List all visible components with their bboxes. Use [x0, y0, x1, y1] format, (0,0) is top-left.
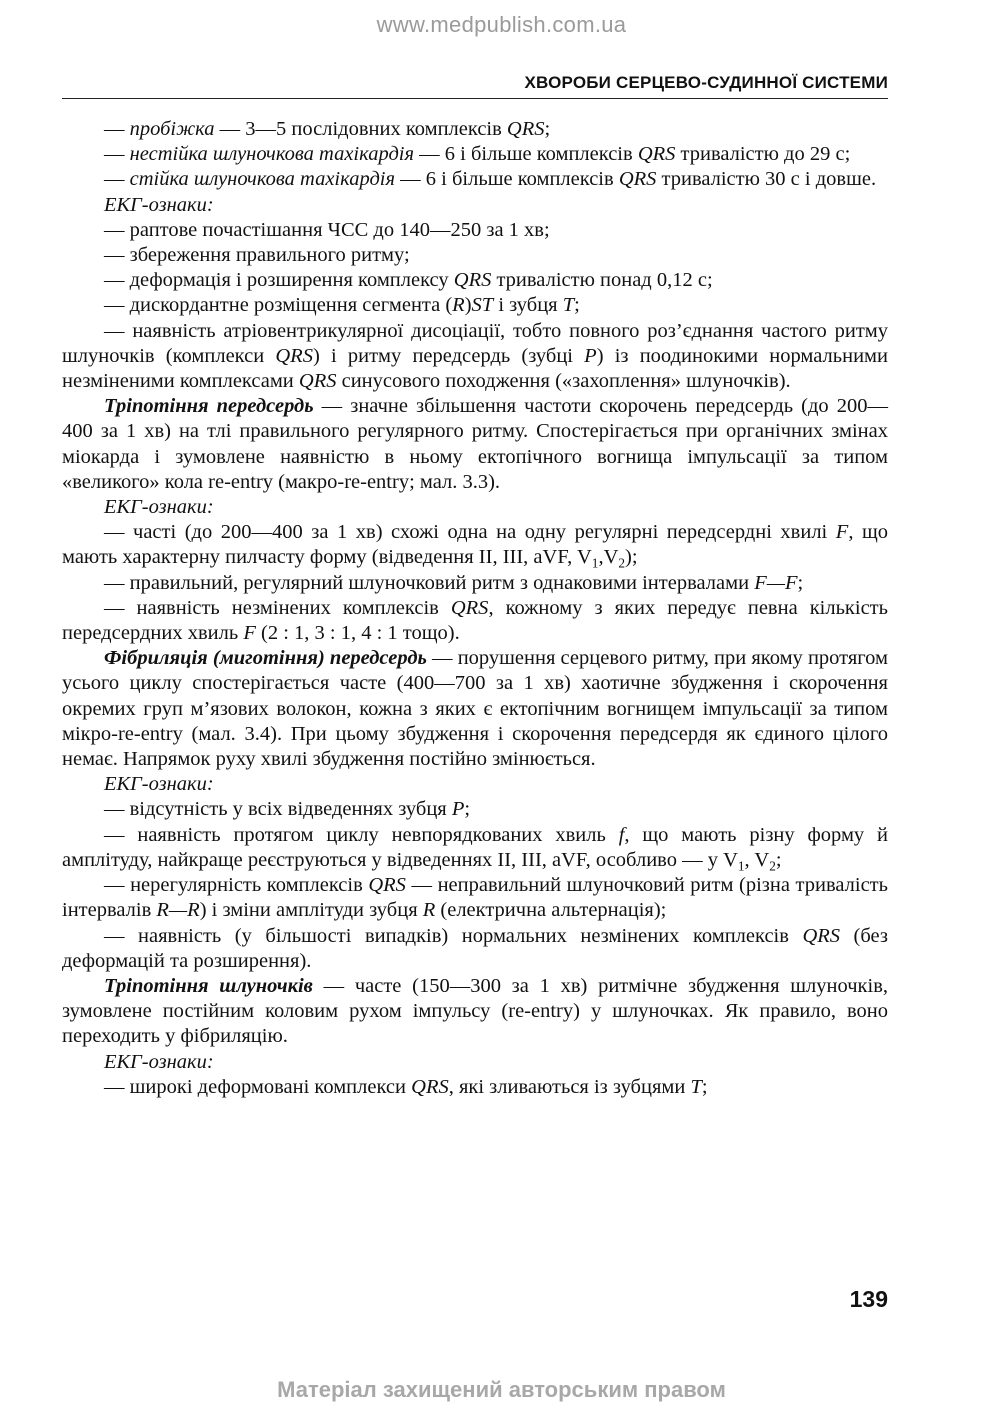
list-item: — дискордантне розміщення сегмента (R)ST і зубця T; — [104, 294, 580, 317]
list-item: — наявність протягом циклу невпорядкованих хвиль f, що мають різну форму й амплітуду, найкраще реєструються у відведеннях II, III, aVF, особливо — у $V_1$, $V_2$; — [62, 823, 888, 874]
list-item: — широкі деформовані комплекси QRS, які зливаються із зубцями T; — [104, 1075, 708, 1098]
list-item: — раптове почастішання ЧСС до 140—250 за 1 хв; — [104, 218, 550, 241]
list-item: — нестійка шлуночкова тахікардія — 6 і більше комплексів QRS тривалістю до 29 с; — [104, 143, 851, 166]
paragraph-atrial-fibrillation: Фібриляція (миготіння) передсердь — порушення серцевого ритму, при якому протягом усього циклу спостерігається часте (400—700 за 1 хв) хаотичне збудження і скорочення окремих груп м’язових волокон, кожна з яких є ектопічним вогнищем імпульсації за типом мікро-re-entry (мал. 3.4). При цьому збудження і скорочення передсердя як єдиного цілого немає. Напрямок руху хвилі збудження постійно змінюється. — [62, 647, 889, 771]
list-item: — збереження правильного ритму; — [104, 244, 410, 267]
paragraph-atrial-flutter: Тріпотіння передсердь — значне збільшення частоти скорочень передсердь (до 200—400 за 1 хв) на тлі правильного регулярного ритму. Спостерігається при органічних змінах міокарда і зумовлене наявністю в ньому ектопічного вогнища імпульсації за типом «великого» кола re-entry (макро-re-entry; мал. 3.3). — [62, 395, 888, 493]
list-item: — наявність атріовентрикулярної дисоціації, тобто повного роз’єднання частого ритму шлуночків (комплекси QRS) і ритму передсердь (зубці P) із поодинокими нормальними незміненими комплексами QRS синусового походження («захоплення» шлуночків). — [62, 319, 888, 393]
term-ventricular-flutter: Тріпотіння шлуночків — [104, 974, 313, 997]
page-number: 139 — [849, 1286, 888, 1312]
list-item: — пробіжка — 3—5 послідовних комплексів QRS; — [104, 118, 551, 140]
list-item: — наявність незмінених комплексів QRS, кожному з яких передує певна кількість передсердних хвиль F (2 : 1, 3 : 1, 4 : 1 тощо). — [62, 596, 888, 645]
term-atrial-fibrillation: Фібриляція (миготіння) передсердь — [104, 647, 427, 670]
list-item: — деформація і розширення комплексу QRS тривалістю понад 0,12 с; — [104, 269, 713, 292]
running-head: ХВОРОБИ СЕРЦЕВО-СУДИННОЇ СИСТЕМИ — [524, 73, 888, 92]
ekg-signs-heading: ЕКГ-ознаки: — [104, 496, 214, 519]
term-atrial-flutter: Тріпотіння передсердь — [104, 395, 314, 418]
ekg-signs-heading: ЕКГ-ознаки: — [104, 1050, 214, 1073]
header-rule — [62, 98, 888, 99]
page-body — [62, 117, 888, 1100]
list-item: — правильний, регулярний шлуночковий ритм з однаковими інтервалами F—F; — [104, 571, 804, 594]
ekg-signs-heading: ЕКГ-ознаки: — [104, 193, 214, 216]
list-item: — нерегулярність комплексів QRS — неправильний шлуночковий ритм (різна тривалість інтервалів R—R) і зміни амплітуди зубця R (електрична альтернація); — [62, 874, 888, 922]
list-item: — наявність (у більшості випадків) нормальних незмінених комплексів QRS (без деформацій та розширення). — [62, 924, 888, 972]
list-item: — стійка шлуночкова тахікардія — 6 і більше комплексів QRS тривалістю 30 с і довше. — [104, 168, 877, 191]
watermark-top: www.medpublish.com.ua — [376, 12, 627, 37]
watermark-bottom: Матеріал захищений авторським правом — [277, 1377, 726, 1402]
paragraph-ventricular-flutter: Тріпотіння шлуночків — часте (150—300 за 1 хв) ритмічне збудження шлуночків, зумовлене постійним коловим рухом імпульсу (re-entry) у шлуночках. Як правило, воно переходить у фібриляцію. — [62, 974, 888, 1048]
list-item: — відсутність у всіх відведеннях зубця P; — [104, 798, 471, 821]
ekg-signs-heading: ЕКГ-ознаки: — [104, 773, 214, 796]
list-item: — часті (до 200—400 за 1 хв) схожі одна на одну регулярні передсердні хвилі F, що мають характерну пилчасту форму (відведення II, III, aVF, $V_1,V_2$); — [62, 521, 888, 572]
